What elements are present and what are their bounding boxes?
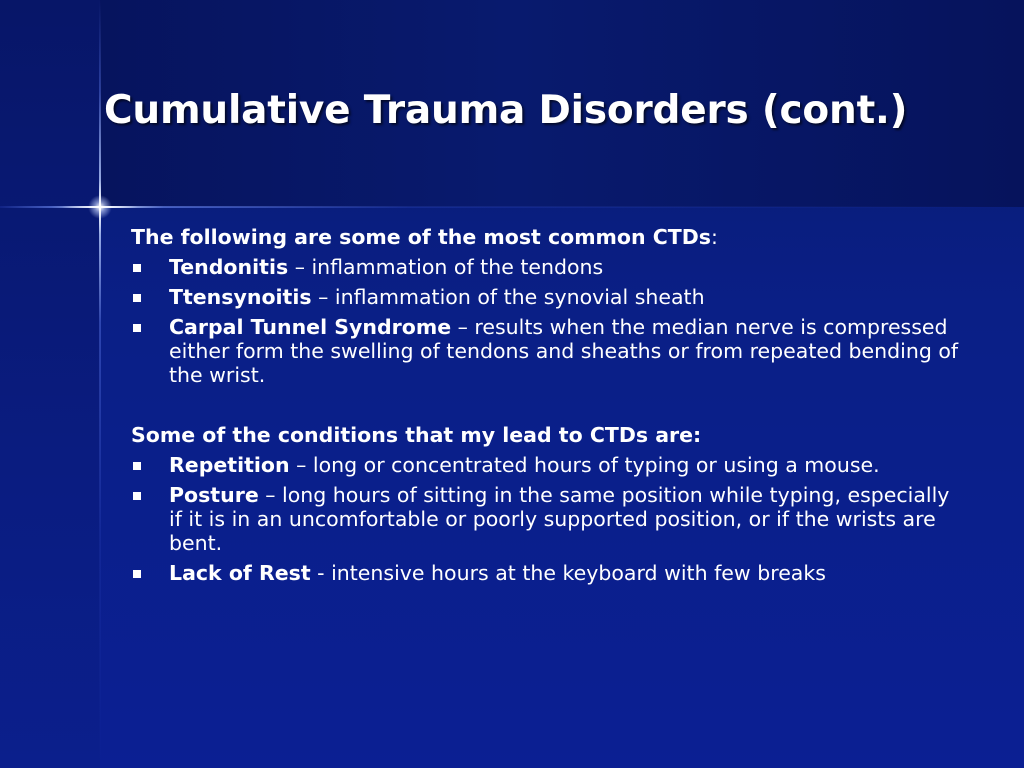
list-item-term: Tendonitis [169, 255, 289, 279]
slide-body [131, 225, 961, 591]
list-item-desc: – results when the median nerve is compressed either form the swelling of tendons and sheaths or from repeated bending of the wrist. [169, 315, 959, 387]
section-1-intro-suffix: : [710, 225, 718, 249]
section-1-intro [131, 225, 961, 249]
slide-title: Cumulative Trauma Disorders (cont.) [104, 88, 908, 133]
list-item-desc: – inflammation of the tendons [288, 255, 604, 279]
square-bullet-icon [133, 492, 141, 500]
list-item-desc: – long hours of sitting in the same position while typing, especially if it is in an uncomfortable or poorly supported position, or if the wrists are bent. [169, 483, 950, 555]
list-item [131, 315, 961, 387]
ctd-list [131, 255, 961, 387]
list-item [131, 561, 961, 585]
list-item-term: Posture [169, 483, 259, 507]
square-bullet-icon [133, 294, 141, 302]
list-item-term: Carpal Tunnel Syndrome [169, 315, 452, 339]
square-bullet-icon [133, 462, 141, 470]
section-1-intro-text: The following are some of the most common CTDs [131, 225, 711, 249]
list-item-desc: – inflammation of the synovial sheath [311, 285, 705, 309]
list-item [131, 285, 961, 309]
vertical-accent-line [99, 0, 101, 768]
list-item-term: Repetition [169, 453, 290, 477]
list-item-desc: - intensive hours at the keyboard with few breaks [310, 561, 826, 585]
list-item-desc: – long or concentrated hours of typing or using a mouse. [289, 453, 880, 477]
list-item-term: Lack of Rest [169, 561, 311, 585]
square-bullet-icon [133, 264, 141, 272]
list-item [131, 483, 961, 555]
square-bullet-icon [133, 324, 141, 332]
section-2-intro: Some of the conditions that my lead to CTDs are: [131, 423, 702, 447]
star-flare-horizontal [62, 206, 138, 208]
list-item [131, 453, 961, 477]
conditions-list [131, 453, 961, 585]
horizontal-accent-line [0, 206, 1024, 208]
list-item [131, 255, 961, 279]
list-item-term: Ttensynoitis [169, 285, 312, 309]
square-bullet-icon [133, 570, 141, 578]
left-band [0, 0, 100, 768]
